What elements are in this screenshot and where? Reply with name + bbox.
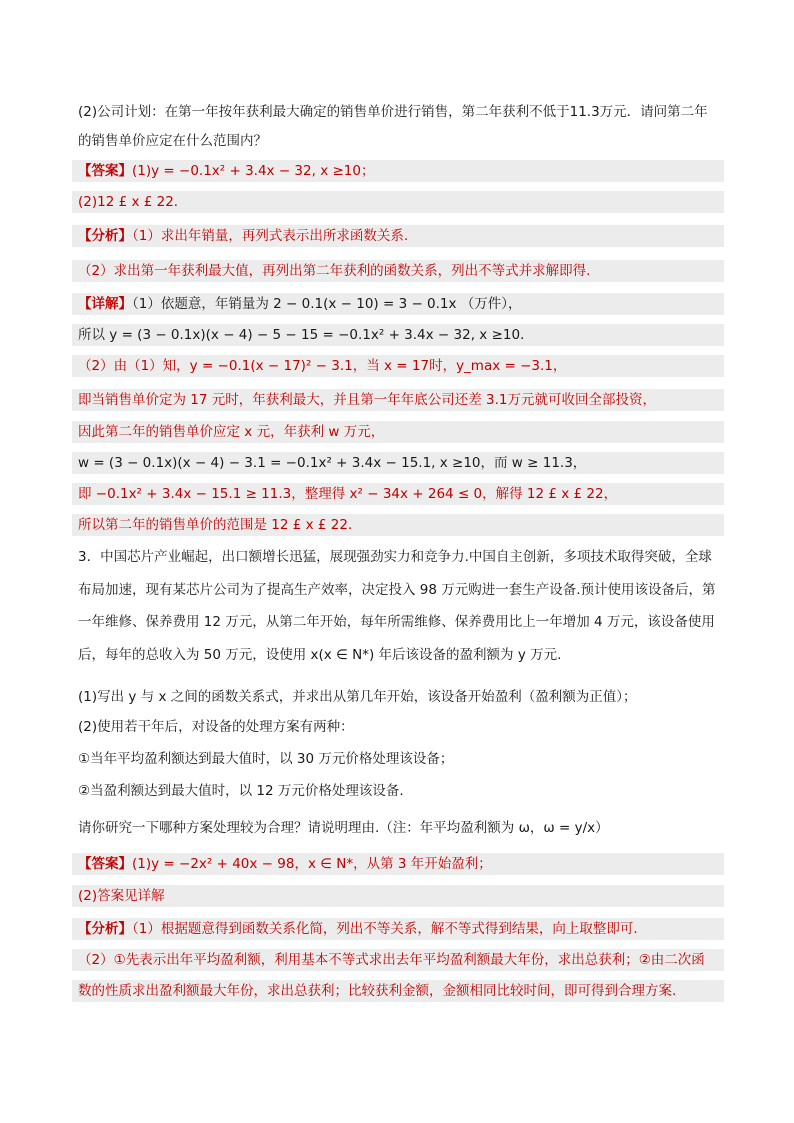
- question-text: 请你研究一下哪种方案处理较为合理？请说明理由.（注：年平均盈利额为 ω，ω = y/x）: [78, 820, 609, 836]
- detail-line: 所以 y = (3 − 0.1x)(x − 4) − 5 − 15 = −0.1x² + 3.4x − 32, x ≥10．: [72, 324, 724, 346]
- question-text: 的销售单价应定在什么范围内？: [78, 133, 267, 149]
- question-text: ①当年平均盈利额达到最大值时，以 30 万元价格处理该设备；: [78, 751, 454, 767]
- question-text: 布局加速，现有某芯片公司为了提高生产效率，决定投入 98 万元购进一套生产设备.预计使用该设备后，第: [78, 582, 716, 598]
- question-text: (1)写出 y 与 x 之间的函数关系式，并求出从第几年开始，该设备开始盈利（盈利额为正值）；: [78, 689, 637, 705]
- answer-line: 【答案】(1)y = −2x² + 40x − 98，x ∈ N*，从第 3 年开始盈利；: [72, 853, 724, 875]
- question-text: 一年维修、保养费用 12 万元，从第二年开始，每年所需维修、保养费用比上一年增加 4 万元，该设备使用: [78, 614, 715, 630]
- answer-line: (2)12 £ x £ 22．: [72, 191, 724, 213]
- detail-line: 所以第二年的销售单价的范围是 12 £ x £ 22．: [72, 514, 724, 536]
- analysis-line: （2）求出第一年获利最大值，再列出第二年获利的函数关系，列出不等式并求解即得.: [72, 260, 724, 282]
- answer-line: 【答案】(1)y = −0.1x² + 3.4x − 32, x ≥10；: [72, 160, 724, 182]
- analysis-line: 【分析】（1）根据题意得到函数关系化简，列出不等关系，解不等式得到结果，向上取整即可.: [72, 918, 724, 940]
- analysis-line: 数的性质求出盈利额最大年份，求出总获利；比较获利金额，金额相同比较时间，即可得到合理方案.: [72, 980, 724, 1002]
- detail-line: w = (3 − 0.1x)(x − 4) − 3.1 = −0.1x² + 3.4x − 15.1, x ≥10，而 w ≥ 11.3，: [72, 452, 724, 474]
- detail-line: 即 −0.1x² + 3.4x − 15.1 ≥ 11.3，整理得 x² − 34x + 264 ≤ 0，解得 12 £ x £ 22，: [72, 483, 724, 505]
- analysis-line: 【分析】（1）求出年销量，再列式表示出所求函数关系.: [72, 225, 724, 247]
- question-text: ②当盈利额达到最大值时，以 12 万元价格处理该设备.: [78, 783, 404, 799]
- question-text: (2)公司计划：在第一年按年获利最大确定的销售单价进行销售，第二年获利不低于11.3万元．请问第二年: [78, 104, 708, 120]
- detail-line: 因此第二年的销售单价应定 x 元，年获利 w 万元，: [72, 421, 724, 443]
- answer-line: (2)答案见详解: [72, 885, 724, 907]
- question-text: 后，每年的总收入为 50 万元，设使用 x(x ∈ N*) 年后该设备的盈利额为 y 万元.: [78, 647, 562, 663]
- detail-line: 【详解】（1）依题意，年销量为 2 − 0.1(x − 10) = 3 − 0.1x （万件），: [72, 293, 724, 315]
- question-text: (2)使用若干年后，对设备的处理方案有两种：: [78, 719, 354, 735]
- detail-line: （2）由（1）知，y = −0.1(x − 17)² − 3.1，当 x = 17时，y_max = −3.1，: [72, 355, 724, 377]
- question-text: 3．中国芯片产业崛起，出口额增长迅猛，展现强劲实力和竞争力.中国自主创新，多项技术取得突破，全球: [78, 549, 712, 565]
- detail-line: 即当销售单价定为 17 元时，年获利最大，并且第一年年底公司还差 3.1万元就可收回全部投资，: [72, 389, 724, 411]
- analysis-line: （2）①先表示出年平均盈利额，利用基本不等式求出去年平均盈利额最大年份，求出总获利；②由二次函: [72, 949, 724, 971]
